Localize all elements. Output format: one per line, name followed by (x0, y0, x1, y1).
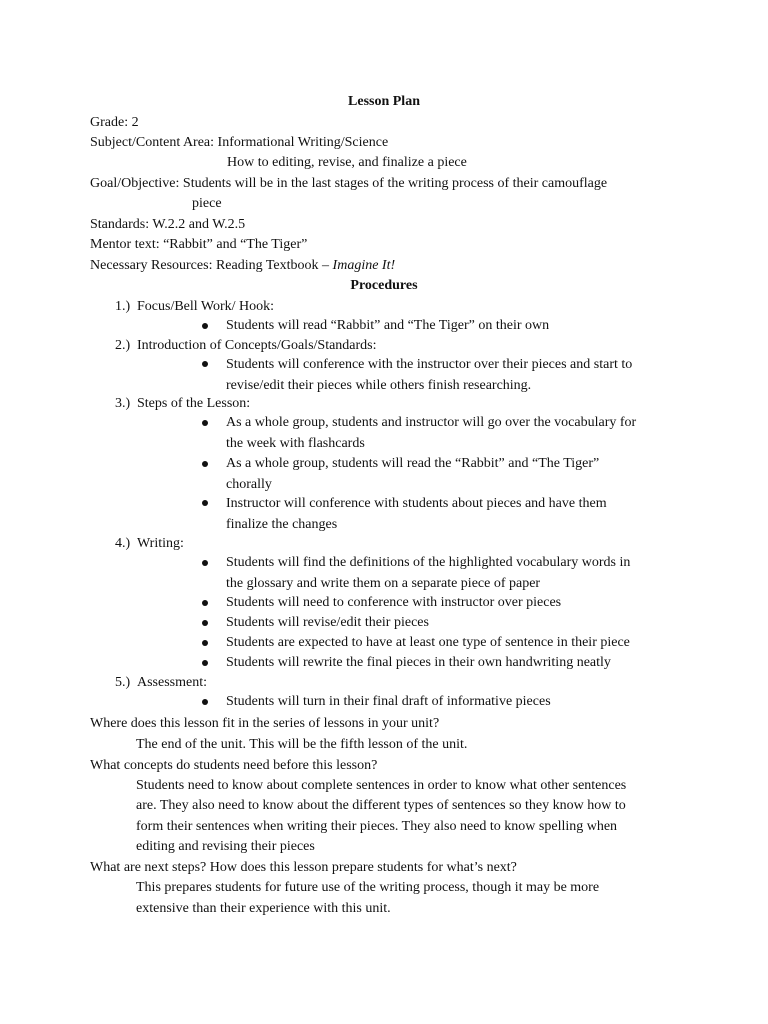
list-item: Students will find the definitions of the highlighted vocabulary words in (226, 555, 631, 570)
step-number: 5.) (115, 675, 131, 690)
question-prior-concepts: What concepts do students need before this lesson? (90, 758, 378, 773)
bullet-icon (202, 420, 208, 426)
bullet-icon (202, 660, 208, 666)
step-title: Steps of the Lesson: (137, 396, 251, 411)
answer-lesson-fit: The end of the unit. This will be the fifth lesson of the unit. (136, 737, 468, 752)
bullet-icon (202, 560, 208, 566)
bullet-icon (202, 361, 208, 367)
resources-line (90, 256, 395, 276)
bullet-icon (202, 620, 208, 626)
list-item: Instructor will conference with students about pieces and have them (226, 496, 607, 511)
bullet-icon (202, 323, 208, 329)
list-item: Students will rewrite the final pieces in their own handwriting neatly (226, 655, 611, 670)
bullet-icon (202, 600, 208, 606)
step-number: 4.) (115, 536, 131, 551)
step-number: 1.) (115, 299, 131, 314)
answer-prior-concepts-continued: editing and revising their pieces (136, 839, 315, 854)
list-item-continued: the glossary and write them on a separate piece of paper (226, 576, 541, 591)
step-title: Introduction of Concepts/Goals/Standards: (137, 338, 377, 353)
resources-title: Imagine It! (332, 258, 396, 273)
question-next-steps: What are next steps? How does this lesson prepare students for what’s next? (90, 860, 517, 875)
bullet-icon (202, 640, 208, 646)
resources-prefix: Necessary Resources: Reading Textbook – (90, 258, 333, 273)
question-lesson-fit: Where does this lesson fit in the series of lessons in your unit? (90, 716, 440, 731)
list-item: Students will revise/edit their pieces (226, 615, 429, 630)
bullet-icon (202, 500, 208, 506)
answer-prior-concepts-continued: are. They also need to know about the different types of sentences so they know how to (136, 798, 626, 813)
list-item: Students will conference with the instructor over their pieces and start to (226, 357, 633, 372)
answer-prior-concepts: Students need to know about complete sentences in order to know what other sentences (136, 778, 627, 793)
list-item-continued: chorally (226, 477, 272, 492)
list-item: As a whole group, students and instructor will go over the vocabulary for (226, 415, 637, 430)
step-number: 2.) (115, 338, 131, 353)
list-item: Students will read “Rabbit” and “The Tiger” on their own (226, 318, 550, 333)
step-title: Focus/Bell Work/ Hook: (137, 299, 275, 314)
procedures-heading: Procedures (350, 278, 418, 293)
step-number: 3.) (115, 396, 131, 411)
goal-line: Goal/Objective: Students will be in the last stages of the writing process of their camouflage (90, 176, 608, 191)
bullet-icon (202, 461, 208, 467)
list-item-continued: revise/edit their pieces while others finish researching. (226, 378, 532, 393)
grade-line: Grade: 2 (90, 115, 139, 130)
standards-line: Standards: W.2.2 and W.2.5 (90, 217, 246, 232)
list-item: Students are expected to have at least one type of sentence in their piece (226, 635, 630, 650)
subject-line: Subject/Content Area: Informational Writing/Science (90, 135, 389, 150)
list-item: Students will need to conference with instructor over pieces (226, 595, 562, 610)
list-item-continued: finalize the changes (226, 517, 338, 532)
answer-prior-concepts-continued: form their sentences when writing their pieces. They also need to know spelling when (136, 819, 618, 834)
goal-line-continued: piece (192, 196, 222, 211)
step-title: Writing: (137, 536, 184, 551)
bullet-icon (202, 699, 208, 705)
step-title: Assessment: (137, 675, 207, 690)
answer-next-steps: This prepares students for future use of the writing process, though it may be more (136, 880, 600, 895)
document-title: Lesson Plan (348, 94, 420, 109)
list-item: As a whole group, students will read the “Rabbit” and “The Tiger” (226, 456, 600, 471)
subject-line-continued: How to editing, revise, and finalize a piece (227, 155, 467, 170)
list-item-continued: the week with flashcards (226, 436, 365, 451)
list-item: Students will turn in their final draft of informative pieces (226, 694, 551, 709)
mentor-text-line: Mentor text: “Rabbit” and “The Tiger” (90, 237, 308, 252)
answer-next-steps-continued: extensive than their experience with this unit. (136, 901, 391, 916)
